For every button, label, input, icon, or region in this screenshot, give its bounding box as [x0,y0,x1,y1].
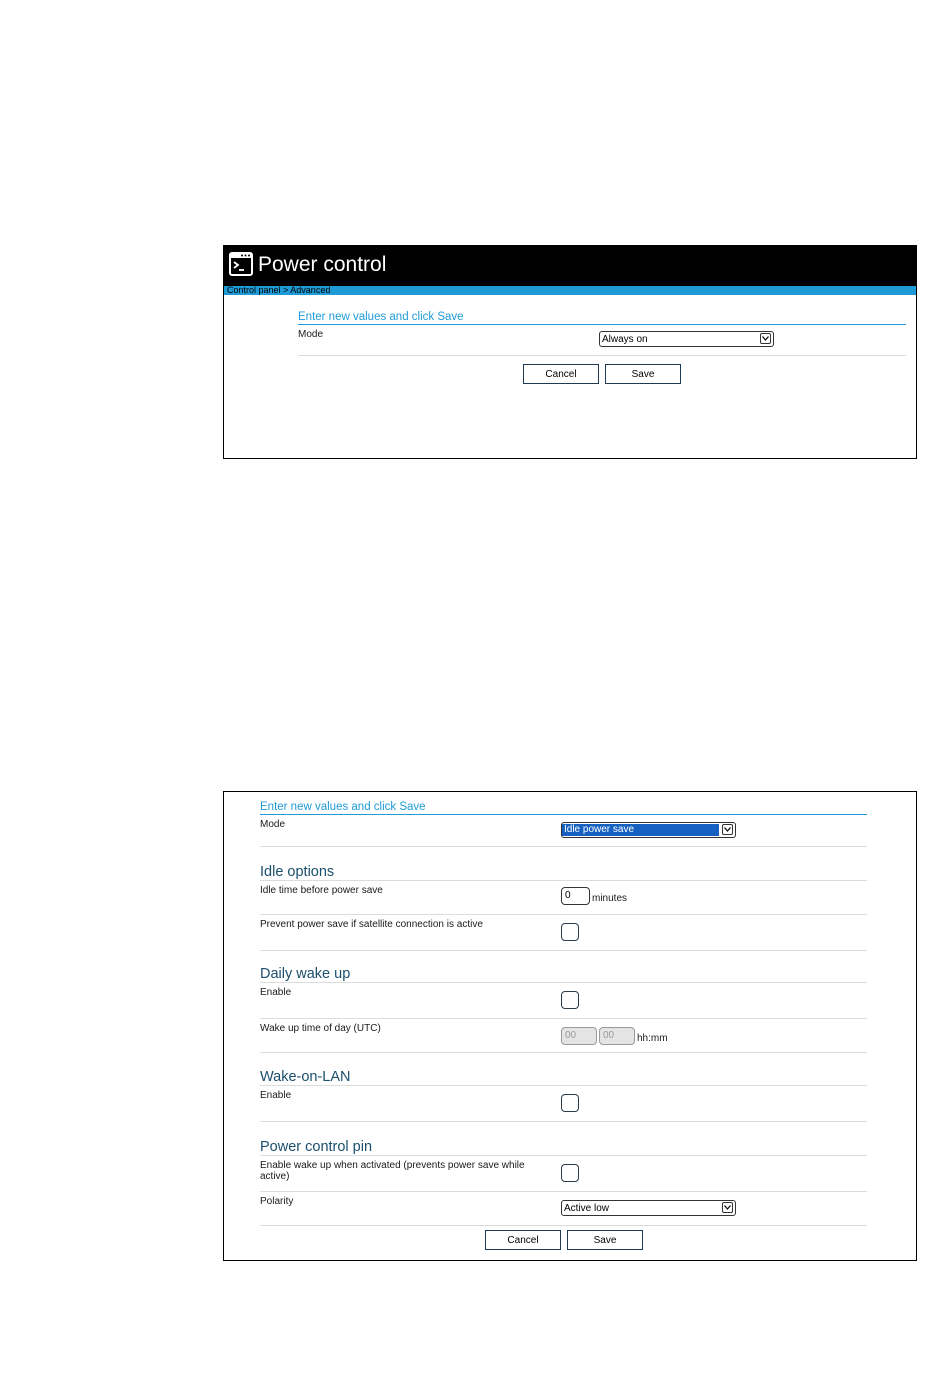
breadcrumb-bar [224,286,916,295]
save-button[interactable]: Save [567,1230,643,1250]
power-mode-form [260,800,867,1226]
pin-enable-label: Enable wake up when activated (prevents power save while active) [260,1160,525,1182]
polarity-label: Polarity [260,1196,294,1207]
title-bar [224,246,916,286]
daily-wake-enable-label: Enable [260,987,292,998]
save-button[interactable]: Save [605,364,681,384]
breadcrumb[interactable]: Control panel > Advanced [227,285,331,295]
wake-time-row [260,1019,867,1053]
cancel-button[interactable]: Cancel [485,1230,561,1250]
power-mode-form [298,310,906,356]
form-heading: Enter new values and click Save [260,800,867,815]
wol-enable-row [260,1086,867,1122]
mode-label: Mode [260,819,286,830]
wake-time-label: Wake up time of day (UTC) [260,1023,381,1034]
idle-time-label: Idle time before power save [260,885,383,896]
mode-select-value: Always on [602,334,648,345]
power-control-screen-always-on [223,245,917,459]
section-title: Power control pin [260,1139,373,1155]
mode-row [298,325,906,356]
terminal-window-icon [229,252,253,276]
section-wake-on-lan [260,1053,867,1086]
mode-select[interactable] [561,822,736,838]
mode-select-value: Idle power save [562,824,719,836]
chevron-down-icon[interactable] [722,1202,733,1213]
section-power-control-pin [260,1122,867,1156]
wol-enable-label: Enable [260,1090,292,1101]
polarity-select[interactable] [561,1200,736,1216]
prevent-power-save-label: Prevent power save if satellite connection is active [260,919,483,930]
wake-time-unit: hh:mm [637,1033,668,1044]
power-control-screen-idle-power-save [223,791,917,1261]
daily-wake-enable-row [260,983,867,1019]
prevent-power-save-checkbox[interactable] [561,923,579,941]
idle-time-unit: minutes [592,893,628,904]
mode-row [260,815,867,847]
daily-wake-enable-checkbox[interactable] [561,991,579,1009]
form-heading: Enter new values and click Save [298,310,906,325]
prevent-power-save-row [260,915,867,951]
section-daily-wake-up [260,951,867,983]
section-title: Daily wake up [260,966,351,982]
chevron-down-icon[interactable] [722,824,733,835]
page-title: Power control [258,253,387,276]
idle-time-row [260,881,867,915]
section-idle-options [260,847,867,881]
wake-hour-input[interactable]: 00 [561,1027,597,1045]
pin-enable-checkbox[interactable] [561,1164,579,1182]
section-title: Idle options [260,864,335,880]
polarity-select-value: Active low [564,1203,610,1214]
wol-enable-checkbox[interactable] [561,1094,579,1112]
section-title: Wake-on-LAN [260,1069,351,1085]
idle-time-input[interactable]: 0 [561,887,590,905]
wake-minute-input[interactable]: 00 [599,1027,635,1045]
chevron-down-icon[interactable] [760,333,771,344]
mode-label: Mode [298,329,324,340]
polarity-row [260,1192,867,1226]
mode-select[interactable] [599,331,774,347]
cancel-button[interactable]: Cancel [523,364,599,384]
pin-enable-row [260,1156,867,1192]
